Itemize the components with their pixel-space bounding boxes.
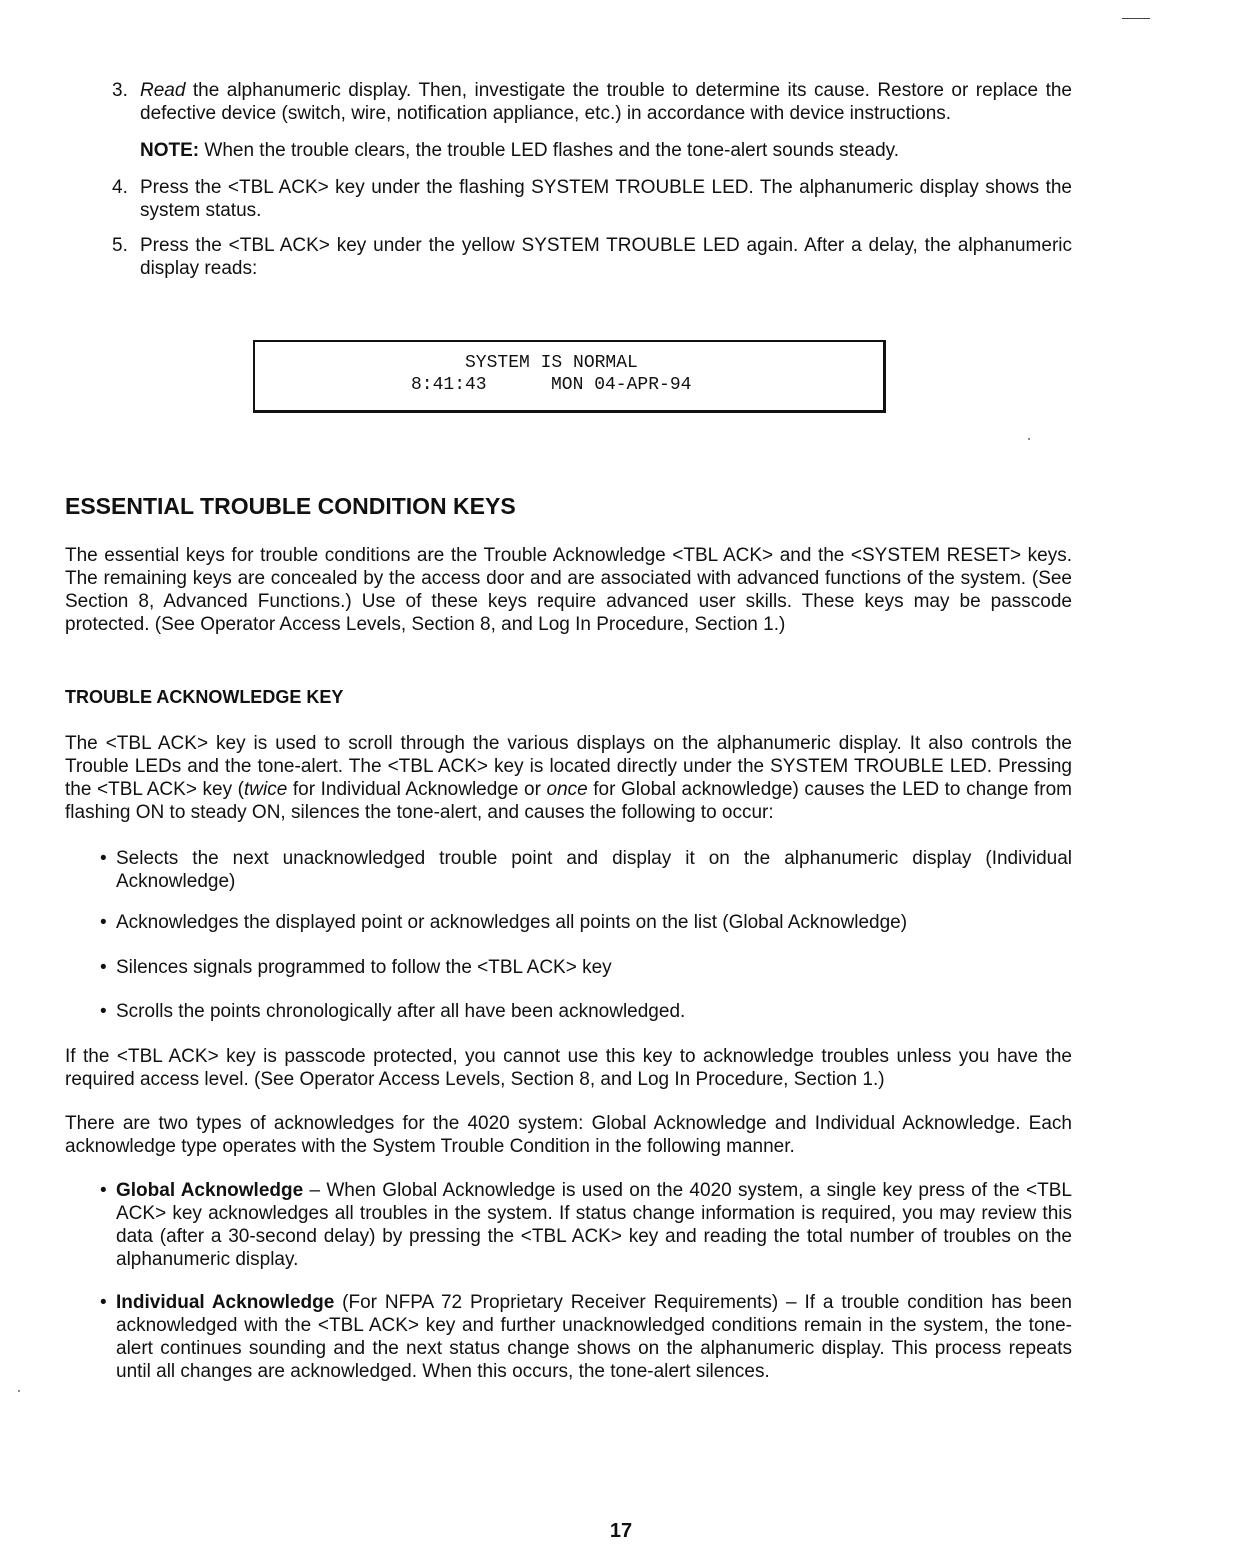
acknowledge-types-list <box>100 1179 1072 1383</box>
step-4 <box>112 176 1072 222</box>
step-text: the alphanumeric display. Then, investigate the trouble to determine its cause. Restore or replace the defective device (switch, wire, notification appliance, etc.) in accordance with device instructions. <box>140 80 1072 124</box>
alphanumeric-display-box <box>253 340 886 413</box>
effects-list <box>100 847 1072 1023</box>
list-item-text: Selects the next unacknowledged trouble point and display it on the alphanumeric display (Individual Acknowledge) <box>116 848 1072 892</box>
note-text: When the trouble clears, the trouble LED flashes and the tone-alert sounds steady. <box>199 140 900 161</box>
step-number: 4. <box>112 177 128 198</box>
list-item-text: (For NFPA 72 Proprietary Receiver Requirements) – If a trouble condition has been acknowledged with the <TBL ACK> key and further unacknowledged conditions remain in the system, the tone-alert continues sounding and the next status change shows on the alphanumeric display. This process repeats until all changes are acknowledged. When this occurs, the tone-alert silences. <box>116 1292 1072 1382</box>
step-number: 5. <box>112 235 128 256</box>
list-item-global-acknowledge <box>100 1179 1072 1271</box>
bullet-icon: • <box>100 957 107 978</box>
step-3 <box>112 79 1072 125</box>
subsection-paragraph-3: There are two types of acknowledges for the 4020 system: Global Acknowledge and Individual Acknowledge. Each acknowledge type operates with the System Trouble Condition in the following manner. <box>65 1113 1072 1157</box>
bullet-icon: • <box>100 1292 107 1313</box>
list-item-label: Individual Acknowledge <box>116 1292 335 1313</box>
procedure-steps <box>112 79 1072 280</box>
step-lead-word: Read <box>140 80 186 101</box>
step-5 <box>112 234 1072 280</box>
paragraph-text: The <TBL ACK> key is used to scroll through the various displays on the alphanumeric display. It also controls the Trouble LEDs and the tone-alert. The <TBL ACK> key is located directly under the SYSTEM TROUBLE LED. Pressing the <TBL ACK> key ( <box>65 733 1072 800</box>
section-intro: The essential keys for trouble conditions are the Trouble Acknowledge <TBL ACK> and the <SYSTEM RESET> keys. The remaining keys are concealed by the access door and are associated with advanced functions of the system. (See Section 8, Advanced Functions.) Use of these keys require advanced user skills. These keys may be passcode protected. (See Operator Access Levels, Section 8, and Log In Procedure, Section 1.) <box>65 545 1072 635</box>
bullet-icon: • <box>100 848 107 869</box>
emphasis-once: once <box>546 779 588 800</box>
bullet-icon: • <box>100 1001 107 1022</box>
note-label: NOTE: <box>140 140 200 161</box>
step-number: 3. <box>112 80 128 101</box>
list-item <box>100 956 1072 979</box>
list-item-individual-acknowledge <box>100 1291 1072 1383</box>
list-item-label: Global Acknowledge <box>116 1180 304 1201</box>
subsection-heading: TROUBLE ACKNOWLEDGE KEY <box>65 687 344 707</box>
subsection-paragraph-2: If the <TBL ACK> key is passcode protected, you cannot use this key to acknowledge troubles unless you have the required access level. (See Operator Access Levels, Section 8, and Log In Procedure, Section 1.) <box>65 1046 1072 1090</box>
list-item <box>100 847 1072 893</box>
step-text: Press the <TBL ACK> key under the flashing SYSTEM TROUBLE LED. The alphanumeric display shows the system status. <box>140 177 1072 221</box>
section-heading: ESSENTIAL TROUBLE CONDITION KEYS <box>65 493 516 519</box>
note <box>112 139 1072 162</box>
list-item-text: – When Global Acknowledge is used on the 4020 system, a single key press of the <TBL ACK> key acknowledges all troubles in the system. If status change information is required, you may review this data (after a 30-second delay) by pressing the <TBL ACK> key and reading the total number of troubles on the alphanumeric display. <box>116 1180 1072 1270</box>
paragraph-text: for Individual Acknowledge or <box>287 779 547 800</box>
display-time: 8:41:43 <box>411 375 487 395</box>
scan-speck <box>1028 438 1030 440</box>
list-item-text: Scrolls the points chronologically after all have been acknowledged. <box>116 1001 686 1022</box>
bullet-icon: • <box>100 912 107 933</box>
scan-speck <box>18 1390 20 1392</box>
paragraph-text: for Global acknowledge) causes the LED to change from flashing ON to steady ON, silences the tone-alert, and causes the following to occur: <box>65 779 1072 823</box>
list-item <box>100 911 1072 934</box>
page-number: 17 <box>609 1520 633 1542</box>
scan-mark <box>1122 18 1150 19</box>
list-item-text: Silences signals programmed to follow the <TBL ACK> key <box>116 957 612 978</box>
bullet-icon: • <box>100 1180 107 1201</box>
list-item <box>100 1000 1072 1023</box>
display-date: MON 04-APR-94 <box>551 375 692 395</box>
subsection-paragraph-1 <box>65 732 1072 824</box>
display-time-line <box>411 374 691 396</box>
display-status-line: SYSTEM IS NORMAL <box>465 353 638 373</box>
step-text: Press the <TBL ACK> key under the yellow SYSTEM TROUBLE LED again. After a delay, the alphanumeric display reads: <box>140 235 1072 279</box>
emphasis-twice: twice <box>243 779 288 800</box>
list-item-text: Acknowledges the displayed point or acknowledges all points on the list (Global Acknowledge) <box>116 912 908 933</box>
